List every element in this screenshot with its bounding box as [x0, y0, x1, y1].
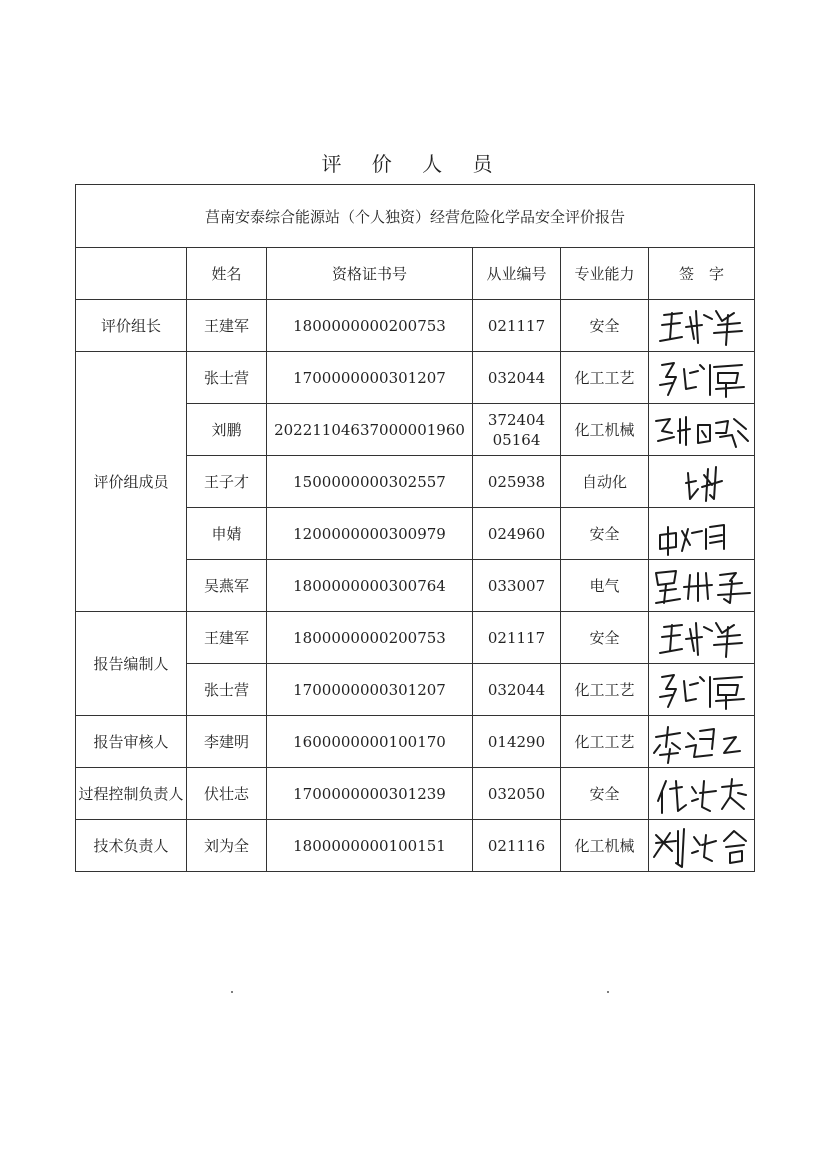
handwritten-signature [652, 459, 752, 505]
signature-cell [649, 664, 755, 716]
name-cell: 王子才 [187, 456, 267, 508]
handwritten-signature [652, 303, 752, 349]
header-role [76, 248, 187, 300]
name-cell: 王建军 [187, 300, 267, 352]
name-cell: 刘为全 [187, 820, 267, 872]
signature-cell [649, 456, 755, 508]
ability-cell: 安全 [561, 300, 649, 352]
practice-cell: 032044 [473, 352, 561, 404]
cert-cell: 1800000000200753 [267, 300, 473, 352]
ability-cell: 化工机械 [561, 404, 649, 456]
practice-cell: 033007 [473, 560, 561, 612]
group-label: 报告审核人 [76, 716, 187, 768]
header-name: 姓名 [187, 248, 267, 300]
table-row [76, 300, 755, 352]
name-cell: 张士营 [187, 352, 267, 404]
table-row [76, 716, 755, 768]
name-cell: 伏壮志 [187, 768, 267, 820]
cert-cell: 1800000000100151 [267, 820, 473, 872]
practice-cell: 014290 [473, 716, 561, 768]
handwritten-signature [652, 511, 752, 557]
name-cell: 申婧 [187, 508, 267, 560]
practice-cell: 032050 [473, 768, 561, 820]
ability-cell: 自动化 [561, 456, 649, 508]
handwritten-signature [650, 563, 754, 609]
practice-cell: 032044 [473, 664, 561, 716]
name-cell: 刘鹏 [187, 404, 267, 456]
table-row [76, 768, 755, 820]
signature-cell [649, 560, 755, 612]
page-title: 评 价 人 员 [321, 152, 505, 176]
cert-cell: 1800000000300764 [267, 560, 473, 612]
table-row [76, 352, 755, 404]
ability-cell: 电气 [561, 560, 649, 612]
signature-cell [649, 404, 755, 456]
group-label: 报告编制人 [76, 612, 187, 716]
signature-cell [649, 612, 755, 664]
signature-cell [649, 716, 755, 768]
cert-cell: 20221104637000001960 [267, 404, 473, 456]
personnel-table [75, 184, 755, 872]
signature-cell [649, 768, 755, 820]
signature-cell [649, 352, 755, 404]
ability-cell: 化工工艺 [561, 664, 649, 716]
header-cert: 资格证书号 [267, 248, 473, 300]
ability-cell: 化工工艺 [561, 716, 649, 768]
handwritten-signature [652, 667, 752, 713]
ability-cell: 安全 [561, 612, 649, 664]
handwritten-signature [652, 615, 752, 661]
handwritten-signature [650, 823, 754, 869]
handwritten-signature [652, 771, 752, 817]
ability-cell: 安全 [561, 508, 649, 560]
practice-cell: 024960 [473, 508, 561, 560]
cert-cell: 1700000000301207 [267, 664, 473, 716]
cert-cell: 1500000000302557 [267, 456, 473, 508]
handwritten-signature [650, 407, 754, 453]
practice-cell: 021116 [473, 820, 561, 872]
practice-cell: 021117 [473, 300, 561, 352]
header-row [76, 248, 755, 300]
group-label: 技术负责人 [76, 820, 187, 872]
practice-line-2: 05164 [492, 430, 541, 449]
ability-cell: 化工工艺 [561, 352, 649, 404]
cert-cell: 1200000000300979 [267, 508, 473, 560]
cert-cell: 1800000000200753 [267, 612, 473, 664]
practice-line-1: 372404 [487, 410, 546, 429]
practice-cell: 021117 [473, 612, 561, 664]
cert-cell: 1700000000301239 [267, 768, 473, 820]
cert-cell: 1700000000301207 [267, 352, 473, 404]
group-label: 评价组成员 [76, 352, 187, 612]
name-cell: 王建军 [187, 612, 267, 664]
cert-cell: 1600000000100170 [267, 716, 473, 768]
signature-cell [649, 508, 755, 560]
group-label: 评价组长 [76, 300, 187, 352]
header-ability: 专业能力 [561, 248, 649, 300]
ability-cell: 安全 [561, 768, 649, 820]
name-cell: 吴燕军 [187, 560, 267, 612]
scan-mark [231, 991, 233, 993]
scan-mark [607, 991, 609, 993]
signature-cell [649, 820, 755, 872]
table-row [76, 820, 755, 872]
name-cell: 李建明 [187, 716, 267, 768]
practice-cell [473, 404, 561, 456]
report-title: 莒南安泰综合能源站（个人独资）经营危险化学品安全评价报告 [76, 185, 755, 248]
header-signature: 签 字 [649, 248, 755, 300]
ability-cell: 化工机械 [561, 820, 649, 872]
practice-cell: 025938 [473, 456, 561, 508]
header-practice: 从业编号 [473, 248, 561, 300]
group-label: 过程控制负责人 [76, 768, 187, 820]
table-row [76, 612, 755, 664]
handwritten-signature [650, 719, 754, 765]
handwritten-signature [652, 355, 752, 401]
signature-cell [649, 300, 755, 352]
name-cell: 张士营 [187, 664, 267, 716]
